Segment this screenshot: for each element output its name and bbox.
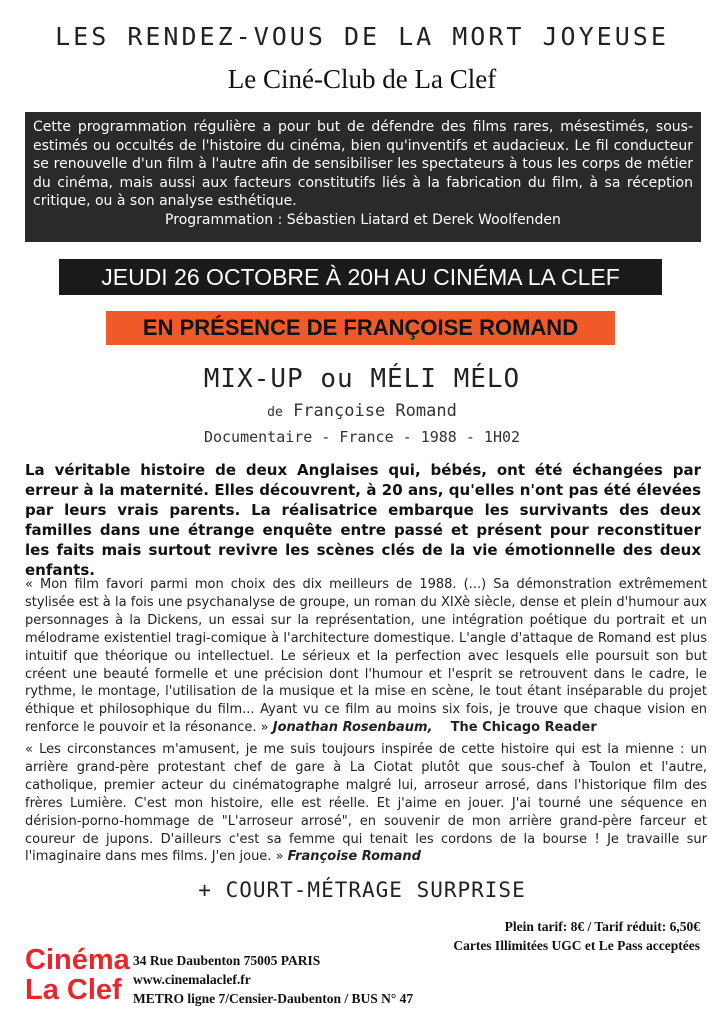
cinema-logo [25, 945, 130, 1005]
prices [360, 917, 700, 955]
quote-text: « Les circonstances m'amusent, je me suis toujours inspirée de cette histoire qui est la mienne : un arrière grand-père protestant chef de gare à La Ciotat plutôt que sous-chef à Toulon et l'autre, catholique, premier acteur du cinématographe malgré lui, arroseur arrosé, dans l'historique film des frères Lumière. C'est mon histoire, elle est réelle. Et j'aime en jouer. J'ai tourné une séquence en dérision-porno-hommage de "L'arroseur arrosé", en souvenir de mon arrière grand-père farceur et coureur de jupons. D'ailleurs c'est sa femme qui tenait les cordons de la bourse ! Je travaille sur l'imaginaire dans mes films. J'en joue. » [25, 742, 707, 865]
intro-text: Cette programmation régulière a pour but de défendre des films rares, mésestimés, sous-estimés ou occultés de l'histoire du cinéma, bien qu'inventifs et audacieux. Le fil conducteur se renouvelle d'un film à l'autre afin de sensibiliser les spectateurs à tous les corps de métier du cinéma, mais aussi aux facteurs constitutifs liés à la fabrication du film, à sa réception critique, ou à son analyse esthétique. [33, 119, 693, 209]
poster-title: LES RENDEZ-VOUS DE LA MORT JOYEUSE [55, 22, 669, 51]
short-film-notice: + COURT-MÉTRAGE SURPRISE [198, 878, 526, 902]
film-synopsis: La véritable histoire de deux Anglaises qui, bébés, ont été échangées par erreur à la maternité. Elles découvrent, à 20 ans, qu'elles n'ont pas été élevées par leurs vrais parents. La réalisatrice embarque les survivants des deux familles dans une étrange enquête entre passé et présent pour reconstituer les faits mais surtout revivre les scènes clés de la vie émotionnelle des deux enfants. [25, 461, 701, 579]
programming-credit: Programmation : Sébastien Liatard et Derek Woolfenden [165, 211, 561, 228]
intro-box [25, 112, 701, 242]
logo-line-cinema: Cinéma [25, 944, 130, 976]
quote-source: The Chicago Reader [450, 720, 597, 736]
logo-line-laclef: La Clef [25, 974, 122, 1006]
quote-author: Jonathan Rosenbaum, [272, 720, 433, 736]
date-banner: JEUDI 26 OCTOBRE À 20H AU CINÉMA LA CLEF [59, 259, 662, 295]
film-title: MIX-UP ou MÉLI MÉLO [203, 364, 521, 394]
presence-banner: EN PRÉSENCE DE FRANÇOISE ROMAND [106, 311, 615, 345]
cinema-address-block [133, 951, 453, 1008]
cinema-transport: METRO ligne 7/Censier-Daubenton / BUS N° 47 [133, 991, 414, 1006]
cinema-address: 34 Rue Daubenton 75005 PARIS [133, 953, 321, 968]
cards-line: Cartes Illimitées UGC et Le Pass acceptées [453, 938, 700, 953]
cinema-website[interactable]: www.cinemalaclef.fr [133, 972, 251, 987]
poster-subtitle: Le Ciné-Club de La Clef [227, 64, 497, 94]
film-director-line [0, 401, 724, 421]
quote-text: « Mon film favori parmi mon choix des dix meilleurs de 1988. (...) Sa démonstration extrêmement stylisée est à la fois une psychanalyse de groupe, un roman du XIXè siècle, dense et plein d'humour aux personnages à la Dickens, un essai sur la représentation, une intégration poétique du portrait et un mélodrame existentiel tragi-comique à l'architecture domestique. L'angle d'attaque de Romand est plus intuitif que théorique ou intellectuel. Le sérieux et la perfection avec lesquels elle poursuit son but créent une beauté formelle et une précision dont l'humour et l'esprit se retrouvent dans le cadre, le rythme, le montage, l'utilisation de la musique et la mise en scène, le tout étant inséparable du projet éthique et philosophique du film... Ayant vu ce film au moins six fois, je trouve que chaque vision en renforce le pouvoir et la résonance. » [25, 577, 707, 736]
price-line: Plein tarif: 8€ / Tarif réduit: 6,50€ [504, 919, 700, 934]
film-meta: Documentaire - France - 1988 - 1H02 [203, 428, 521, 446]
film-director: Françoise Romand [293, 401, 457, 421]
director-prefix: de [267, 405, 283, 420]
quote-author: Françoise Romand [287, 849, 421, 865]
quote-romand [25, 741, 707, 866]
quote-rosenbaum [25, 576, 707, 737]
